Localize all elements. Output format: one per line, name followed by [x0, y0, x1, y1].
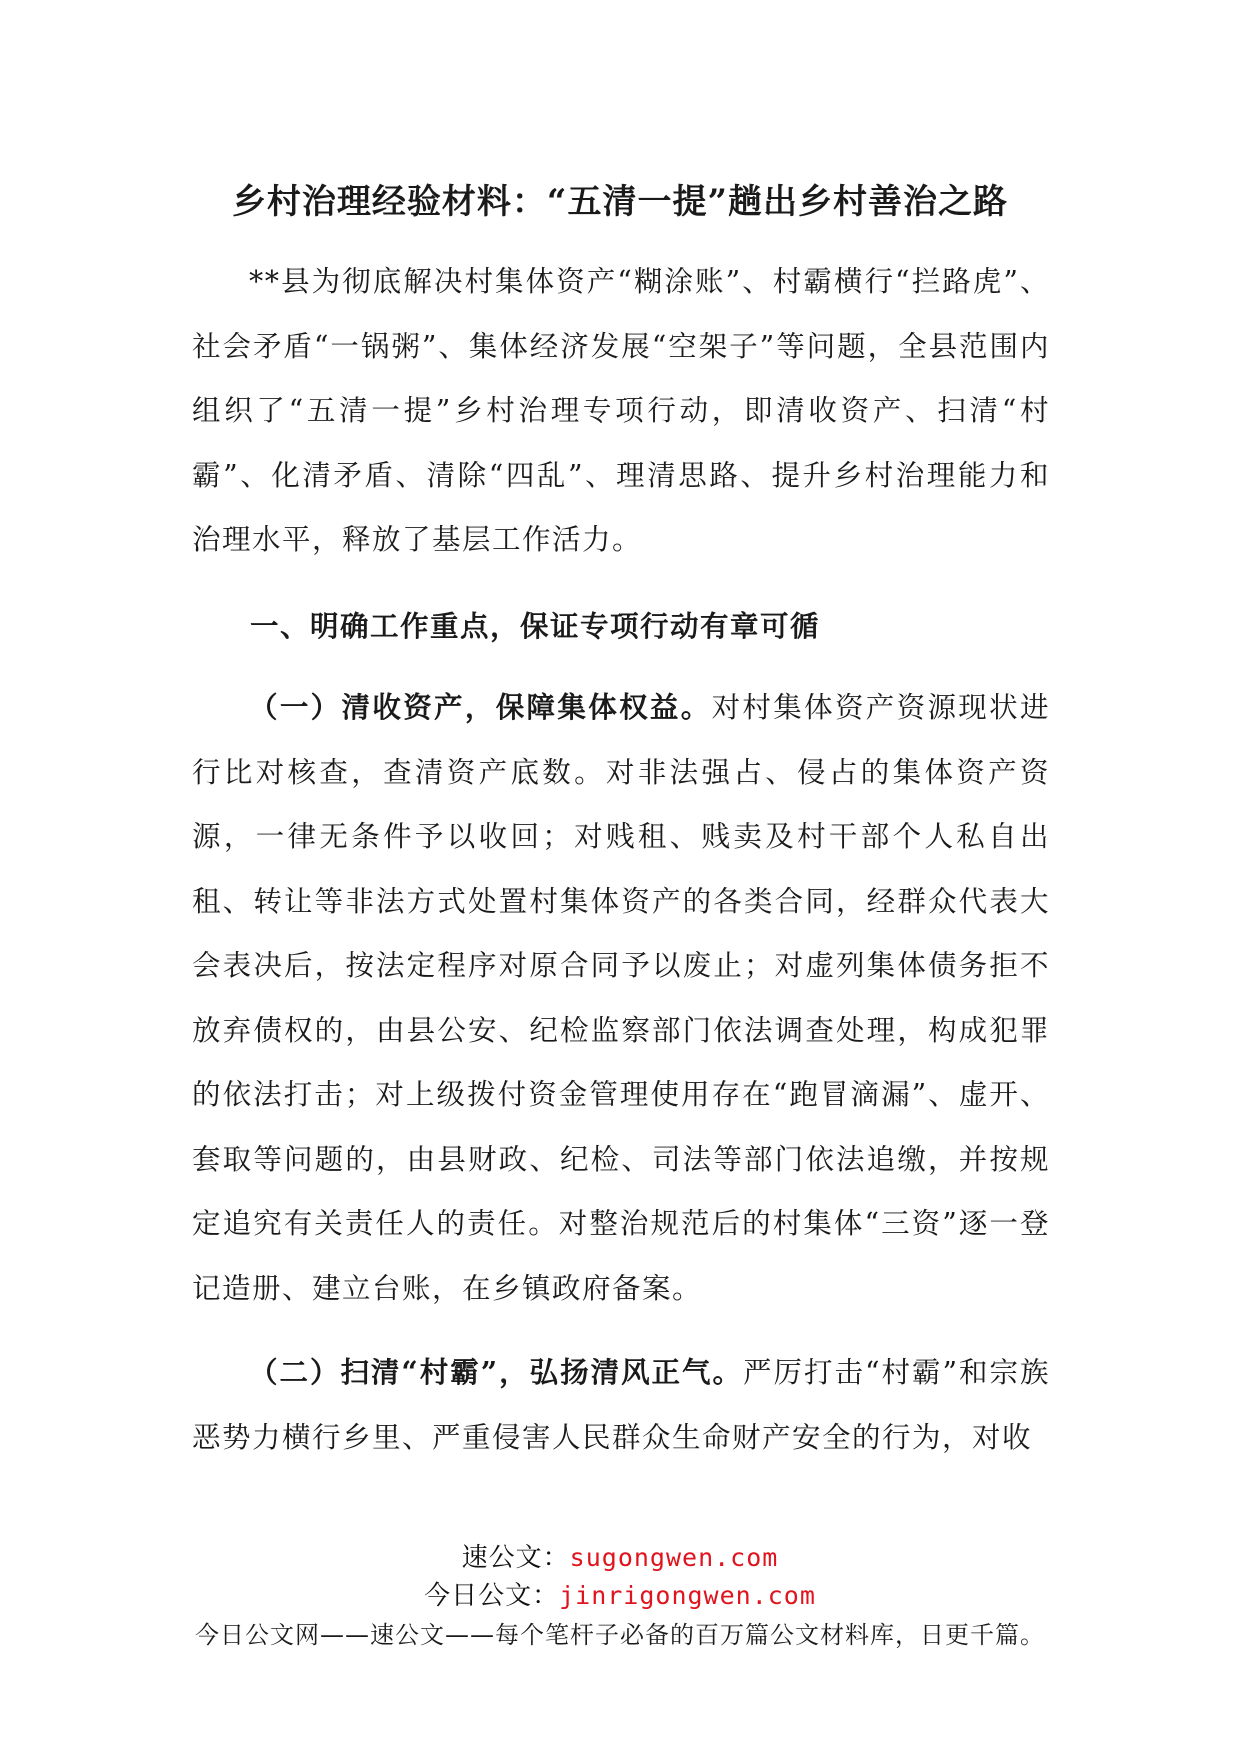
item-1-paragraph [192, 675, 1050, 1321]
footer-label-jinrigongwen: 今日公文： [424, 1581, 560, 1611]
footer-line-2 [0, 1578, 1240, 1614]
footer-link-jinrigongwen[interactable]: jinrigongwen.com [559, 1581, 816, 1610]
footer-line-1 [0, 1540, 1240, 1576]
document-title: 乡村治理经验材料：“五清一提”趟出乡村善治之路 [231, 182, 1009, 222]
footer-slogan: 今日公文网——速公文——每个笔杆子必备的百万篇公文材料库，日更千篇。 [195, 1621, 1045, 1649]
section-heading-1: 一、明确工作重点，保证专项行动有章可循 [250, 609, 821, 643]
item-2-text: 严厉打击“村霸”和宗族恶势力横行乡里、严重侵害人民群众生命财产安全的行为，对收 [192, 1356, 1050, 1454]
item-2-paragraph [192, 1340, 1050, 1470]
item-1-text: 对村集体资产资源现状进行比对核查，查清资产底数。对非法强占、侵占的集体资产资源，一律无条件予以收回；对贱租、贱卖及村干部个人私自出租、转让等非法方式处置村集体资产的各类合同，经群众代表大会表决后，按法定程序对原合同予以废止；对虚列集体债务拒不放弃债权的，由县公安、纪检监察部门依法调查处理，构成犯罪的依法打击；对上级拨付资金管理使用存在“跑冒滴漏”、虚开、套取等问题的，由县财政、纪检、司法等部门依法追缴，并按规定追究有关责任人的责任。对整治规范后的村集体“三资”逐一登记造册、建立台账，在乡镇政府备案。 [192, 691, 1050, 1305]
item-1-lead: （一）清收资产，保障集体权益。 [249, 690, 712, 724]
footer-link-sugongwen[interactable]: sugongwen.com [569, 1543, 779, 1572]
footer-label-sugongwen: 速公文： [461, 1543, 570, 1573]
item-2-lead: （二）扫清“村霸”，弘扬清风正气。 [249, 1355, 744, 1389]
intro-paragraph: **县为彻底解决村集体资产“糊涂账”、村霸横行“拦路虎”、社会矛盾“一锅粥”、集体经济发展“空架子”等问题，全县范围内组织了“五清一提”乡村治理专项行动，即清收资产、扫清“村霸”、化清矛盾、清除“四乱”、理清思路、提升乡村治理能力和治理水平，释放了基层工作活力。 [192, 265, 1050, 556]
